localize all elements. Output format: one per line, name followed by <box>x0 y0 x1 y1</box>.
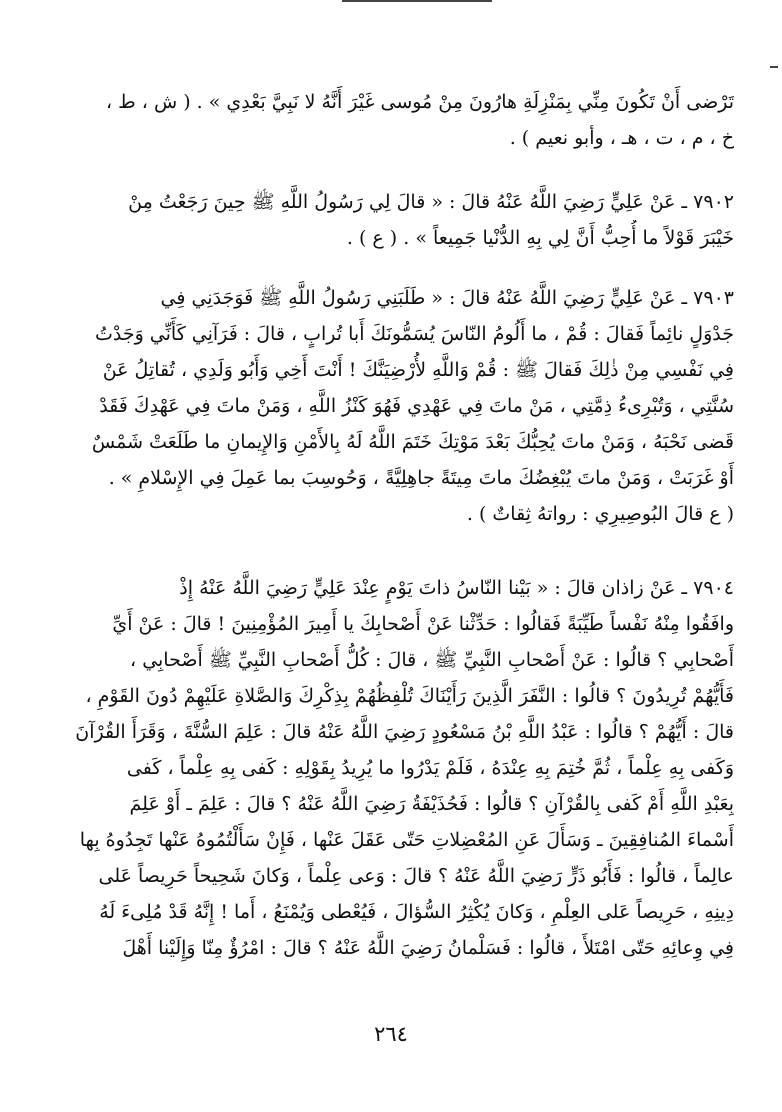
text-line: بِعَبْدِ اللَّهِ أَمْ كَفى بِالقُرْآنِ ؟ قالُوا : فَحُذَيْفَةُ رَضِيَ اللَّهُ عَنْهُ ؟ قالَ : عَلِمَ ـ أَوْ عَلِمَ <box>129 793 734 815</box>
text-line: قالَ : أَيُّهُمْ ؟ قالُوا : عَبْدُ اللَّهِ بْنُ مَسْعُودٍ رَضِيَ اللَّهُ عَنْهُ قالَ : عَلِمَ السُّنَّةَ ، وَقَرَأَ القُرْآنَ <box>75 721 734 743</box>
text-line: فِي وِعائِهِ حَتّى امْتَلأَ ، قالُوا : فَسَلْمانُ رَضِيَ اللَّهُ عَنْهُ ؟ قالَ : امْرُؤٌ مِنّا وَإِلَيْنا أَهْلَ <box>122 937 734 959</box>
scan-edge-mark-top <box>342 0 492 2</box>
text-line: خ ، م ، ت ، هـ ، وأبو نعيم ) . <box>509 127 734 149</box>
text-line: ٧٩٠٤ ـ عَنْ زاذان قالَ : « بَيْنا النّاسُ ذاتَ يَوْمٍ عِنْدَ عَلِيٍّ رَضِيَ اللَّهُ عَنْهُ إِذْ <box>179 577 734 599</box>
text-line: جَدْوَلٍ نائِماً فَقالَ : قُمْ ، ما أَلُومُ النّاسَ يُسَمُّونَكَ أَبا تُرابٍ ، قالَ : فَرَآنِي كَأَنِّي وَجَدْتُ <box>94 323 734 345</box>
text-line: ( ع قالَ البُوصِيرِي : رواتهُ ثِقاتٌ ) . <box>466 503 734 525</box>
text-line: تَرْضى أَنْ تَكُونَ مِنِّي بِمَنْزِلَةِ هارُونَ مِنْ مُوسى غَيْرَ أَنَّهُ لا نَبِيَّ بَعْدِي » . ( ش ، ط ، <box>106 91 734 113</box>
text-line: فَأَيُّهُمْ تُرِيدُونَ ؟ قالُوا : النَّفَرَ الَّذِينَ رَأَيْنَاكَ تُلْفِظُهُمْ بِذِكْرِكَ وَالصَّلاةِ عَلَيْهِمْ دُونَ القَوْمِ ، <box>85 685 734 707</box>
text-line: سُنَّتِي ، وَتُبْرِىءُ ذِمَّتِي ، مَنْ ماتَ فِي عَهْدِي فَهُوَ كَنْزُ اللَّهِ ، وَمَنْ ماتَ فِي عَهْدِكَ فَقَدْ <box>99 395 734 417</box>
text-line: وافَقُوا مِنْهُ نَفْساً طَيِّبَةً فَقالُوا : حَدِّثْنا عَنْ أَصْحابِكَ يا أَمِيرَ المُؤْمِنِينَ ! قالَ : عَنْ أَيِّ <box>112 613 734 635</box>
page-number: ٢٦٤ <box>374 1022 408 1046</box>
text-line: دِينِهِ ، حَرِيصاً عَلى العِلْمِ ، وَكانَ يُكْثِرُ السُّؤالَ ، فَيُعْطى وَيُمْنَعُ ، أَما ! إِنَّهُ قَدْ مُلِىءَ لَهُ <box>99 901 734 923</box>
text-line: خَيْبَرَ قَوْلاً ما أُحِبُّ أَنَّ لِي بِهِ الدُّنْيا جَمِيعاً » . ( ع ) . <box>346 227 734 249</box>
text-line: ٧٩٠٢ ـ عَنْ عَلِيٍّ رَضِيَ اللَّهُ عَنْهُ قالَ : « قالَ لِي رَسُولُ اللَّهِ ﷺ حِينَ رَجَعْتُ مِنْ <box>128 191 734 213</box>
text-line: قَضى نَحْبَهُ ، وَمَنْ ماتَ يُحِبُّكَ بَعْدَ مَوْتِكَ خَتَمَ اللَّهُ لَهُ بِالأَمْنِ وَالإِيمانِ ما طَلَعَتْ شَمْسٌ <box>91 431 734 453</box>
continuation-paragraph <box>52 84 734 156</box>
text-line: عالِماً ، قالُوا : فَأَبُو ذَرٍّ رَضِيَ اللَّهُ عَنْهُ ؟ قالَ : وَعى عِلْماً ، وَكانَ شَحِيحاً حَرِيصاً عَلى <box>98 865 734 887</box>
text-line: ٧٩٠٣ ـ عَنْ عَلِيٍّ رَضِيَ اللَّهُ عَنْهُ قالَ : « طَلَبَنِي رَسُولُ اللَّهِ ﷺ فَوَجَدَنِي فِي <box>160 287 734 309</box>
text-line: أَسْماءَ المُنافِقِينَ ـ وَسَأَلَ عَنِ المُعْضِلاتِ حَتّى عَقَلَ عَنْها ، فَإِنْ سَأَلْتُمُوهُ عَنْها تَجِدُوهُ بِها <box>79 829 734 851</box>
hadith-7903 <box>52 280 734 532</box>
hadith-7904 <box>52 570 734 966</box>
text-line: أَصْحابِي ؟ قالُوا : عَنْ أَصْحابِ النَّبِيِّ ﷺ ، قالَ : كُلُّ أَصْحابِ النَّبِيِّ ﷺ أَصْحابِي ، <box>130 649 734 671</box>
text-line: أَوْ غَرَبَتْ ، وَمَنْ ماتَ يُبْغِضُكَ ماتَ مِيتَةً جاهِلِيَّةً ، وَحُوسِبَ بما عَمِلَ فِي الإِسْلامِ » . <box>108 467 734 489</box>
scan-edge-mark-right <box>770 66 778 68</box>
text-line: وَكَفى بِهِ عِلْماً ، ثُمَّ خُتِمَ بِهِ عِنْدَهُ ، فَلَمْ يَدْرُوا ما يُرِيدُ بِقَوْلِهِ : كَفى بِهِ عِلْماً ، كَفى <box>126 757 734 779</box>
text-line: فِي نَفْسِي مِنْ ذٰلِكَ فَقالَ ﷺ : قُمْ وَاللَّهِ لأُرْضِيَنَّكَ ! أَنْتَ أَخِي وَأَبُو وَلَدِي ، تُقاتِلُ عَنْ <box>102 359 734 381</box>
hadith-7902 <box>52 184 734 256</box>
